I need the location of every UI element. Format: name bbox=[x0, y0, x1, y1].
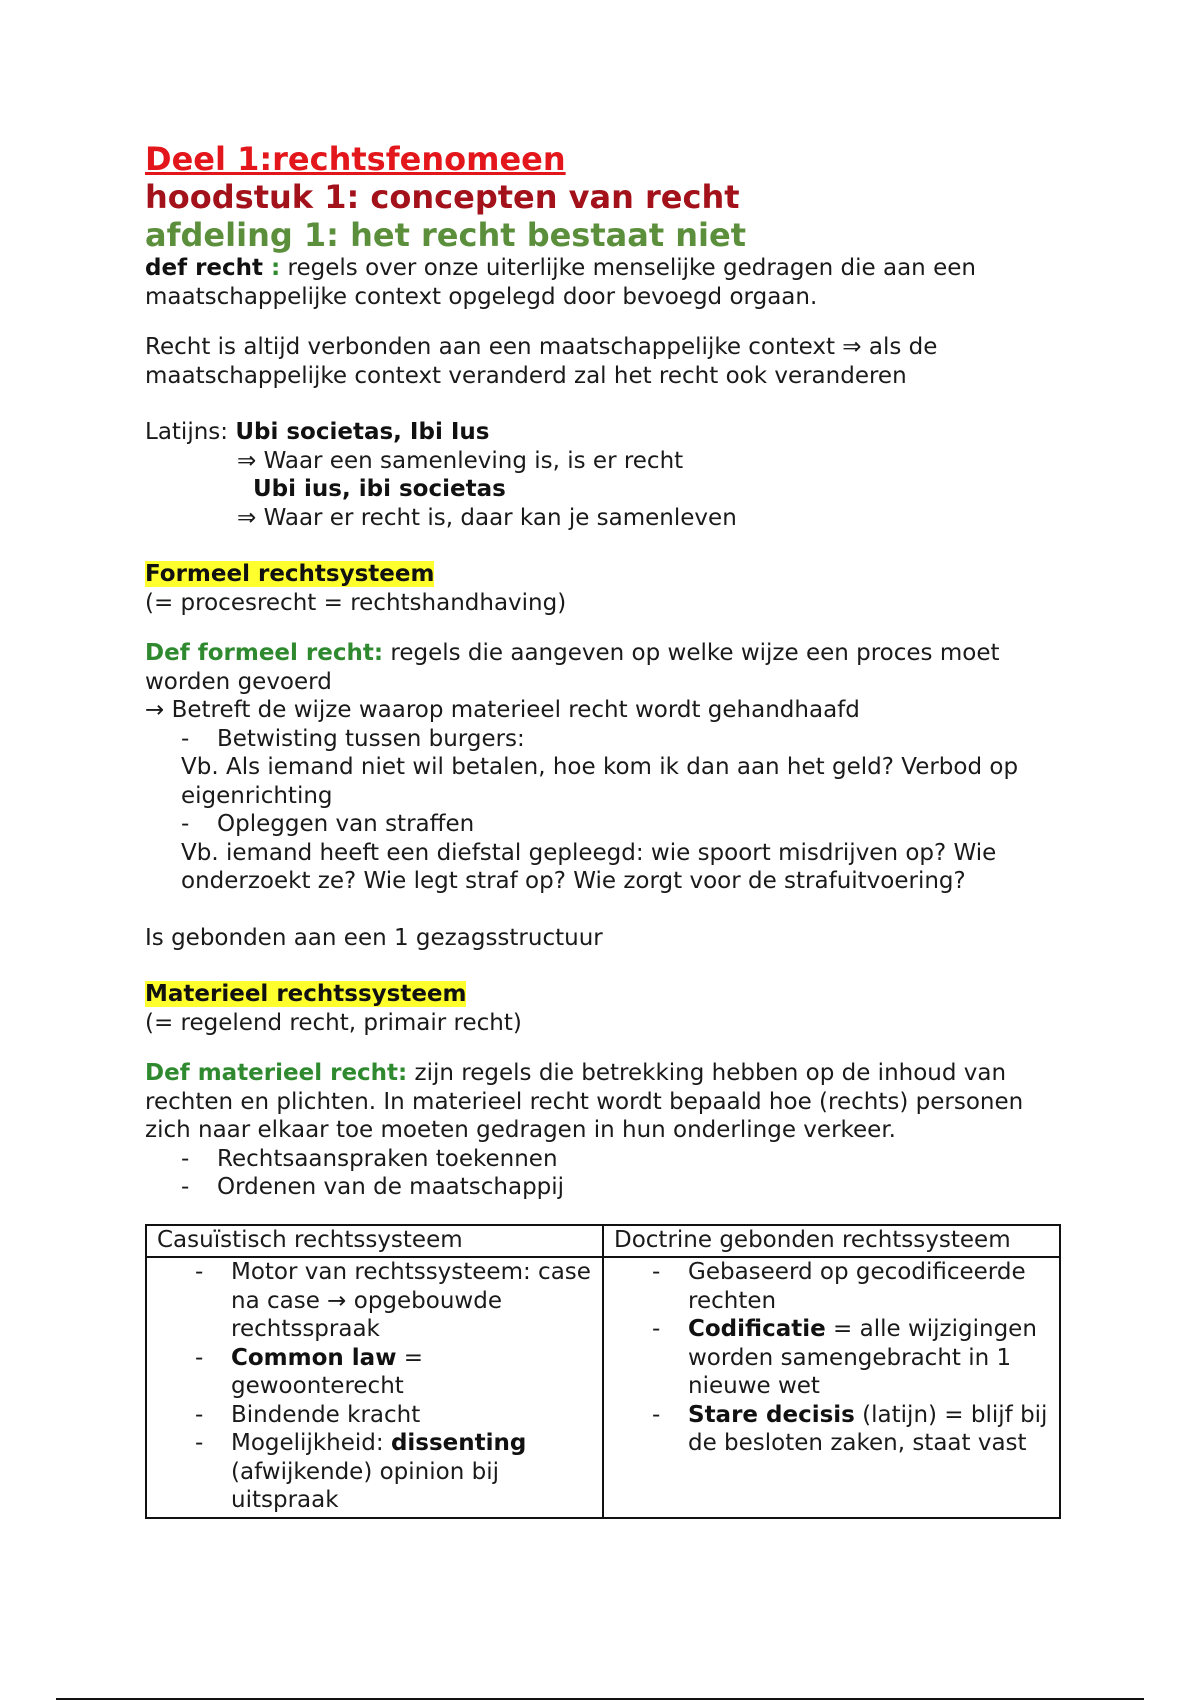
materieel-title: Materieel rechtssysteem bbox=[145, 981, 467, 1007]
formeel-def-term: Def formeel recht: bbox=[145, 640, 384, 666]
latin-prefix: Latijns: bbox=[145, 419, 236, 445]
table-header-row bbox=[146, 1225, 1060, 1258]
latin-line-1 bbox=[145, 418, 1065, 447]
list-item: - Codificatie = alle wijzigingen worden samengebracht in 1 nieuwe wet bbox=[652, 1316, 1037, 1399]
list-item: - Ordenen van de maatschappij bbox=[181, 1174, 565, 1200]
materieel-definition bbox=[145, 1059, 1065, 1145]
latin-meaning-1: ⇒ Waar een samenleving is, is er recht bbox=[237, 447, 684, 474]
formeel-synonyms: (= procesrecht = rechtshandhaving) bbox=[145, 589, 567, 616]
list-item: - Stare decisis (latijn) = blijf bij de besloten zaken, staat vast bbox=[652, 1401, 1048, 1456]
list-item: - Motor van rechtssysteem: case na case → opgebouwde rechtsspraak bbox=[195, 1259, 591, 1342]
deel-heading: Deel 1:rechtsfenomeen bbox=[145, 140, 566, 178]
table-row bbox=[146, 1257, 1060, 1518]
def-recht-term: def recht bbox=[145, 255, 264, 281]
materieel-def-text: zijn regels die betrekking hebben op de inhoud van rechten en plichten. In materieel recht wordt bepaald hoe (rechts) personen zich naar elkaar toe moeten gedragen in hun onderlinge verkeer. bbox=[145, 1060, 1024, 1143]
materieel-def-term: Def materieel recht: bbox=[145, 1060, 408, 1086]
formeel-definition bbox=[145, 639, 1065, 696]
formeel-def-text: regels die aangeven op welke wijze een proces moet worden gevoerd bbox=[145, 640, 1000, 695]
list-item: - Bindende kracht bbox=[195, 1401, 421, 1428]
list-item: - Common law = gewoonterecht bbox=[195, 1344, 424, 1399]
def-recht-paragraph bbox=[145, 254, 1065, 311]
formeel-example-1: Vb. Als iemand niet wil betalen, hoe kom ik dan aan het geld? Verbod op eigenrichting bbox=[181, 754, 1019, 809]
formeel-example-2: Vb. iemand heeft een diefstal gepleegd: wie spoort misdrijven op? Wie onderzoekt ze? Wie legt straf op? Wie zorgt voor de strafuitvoering? bbox=[181, 839, 997, 894]
comparison-table bbox=[145, 1224, 1061, 1519]
list-item: - Rechtsaanspraken toekennen bbox=[181, 1145, 558, 1172]
materieel-synonyms: (= regelend recht, primair recht) bbox=[145, 1009, 522, 1036]
afdeling-heading: afdeling 1: het recht bestaat niet bbox=[145, 216, 747, 254]
list-item: - Opleggen van straffen bbox=[181, 811, 475, 837]
def-recht-colon: : bbox=[263, 255, 281, 281]
latin-phrase-1: Ubi societas, Ibi Ius bbox=[235, 419, 490, 445]
list-item: - Gebaseerd op gecodificeerde rechten bbox=[652, 1259, 1026, 1314]
list-item: - Betwisting tussen burgers: bbox=[181, 725, 525, 752]
document-page bbox=[145, 140, 1065, 1519]
table-header-doctrine: Doctrine gebonden rechtssysteem bbox=[603, 1225, 1060, 1258]
recht-context-paragraph: Recht is altijd verbonden aan een maatschappelijke context ⇒ als de maatschappelijke context veranderd zal het recht ook veranderen bbox=[145, 334, 938, 389]
formeel-list bbox=[145, 725, 1065, 896]
table-cell-casuistisch bbox=[146, 1257, 603, 1518]
table-header-casuistisch: Casuïstisch rechtssysteem bbox=[146, 1225, 603, 1258]
gezag-line: Is gebonden aan een 1 gezagsstructuur bbox=[145, 924, 603, 951]
list-item: - Mogelijkheid: dissenting (afwijkende) opinion bij uitspraak bbox=[195, 1430, 527, 1513]
latin-meaning-2: ⇒ Waar er recht is, daar kan je samenleven bbox=[237, 504, 737, 531]
formeel-arrow-line: → Betreft de wijze waarop materieel recht wordt gehandhaafd bbox=[145, 697, 860, 723]
def-recht-text: regels over onze uiterlijke menselijke gedragen die aan een maatschappelijke context opgelegd door bevoegd orgaan. bbox=[145, 255, 976, 310]
hoofdstuk-heading: hoodstuk 1: concepten van recht bbox=[145, 178, 740, 216]
materieel-list bbox=[145, 1145, 1065, 1202]
formeel-title: Formeel rechtsysteem bbox=[145, 561, 435, 587]
table-cell-doctrine bbox=[603, 1257, 1060, 1518]
latin-phrase-2: Ubi ius, ibi societas bbox=[253, 476, 506, 502]
